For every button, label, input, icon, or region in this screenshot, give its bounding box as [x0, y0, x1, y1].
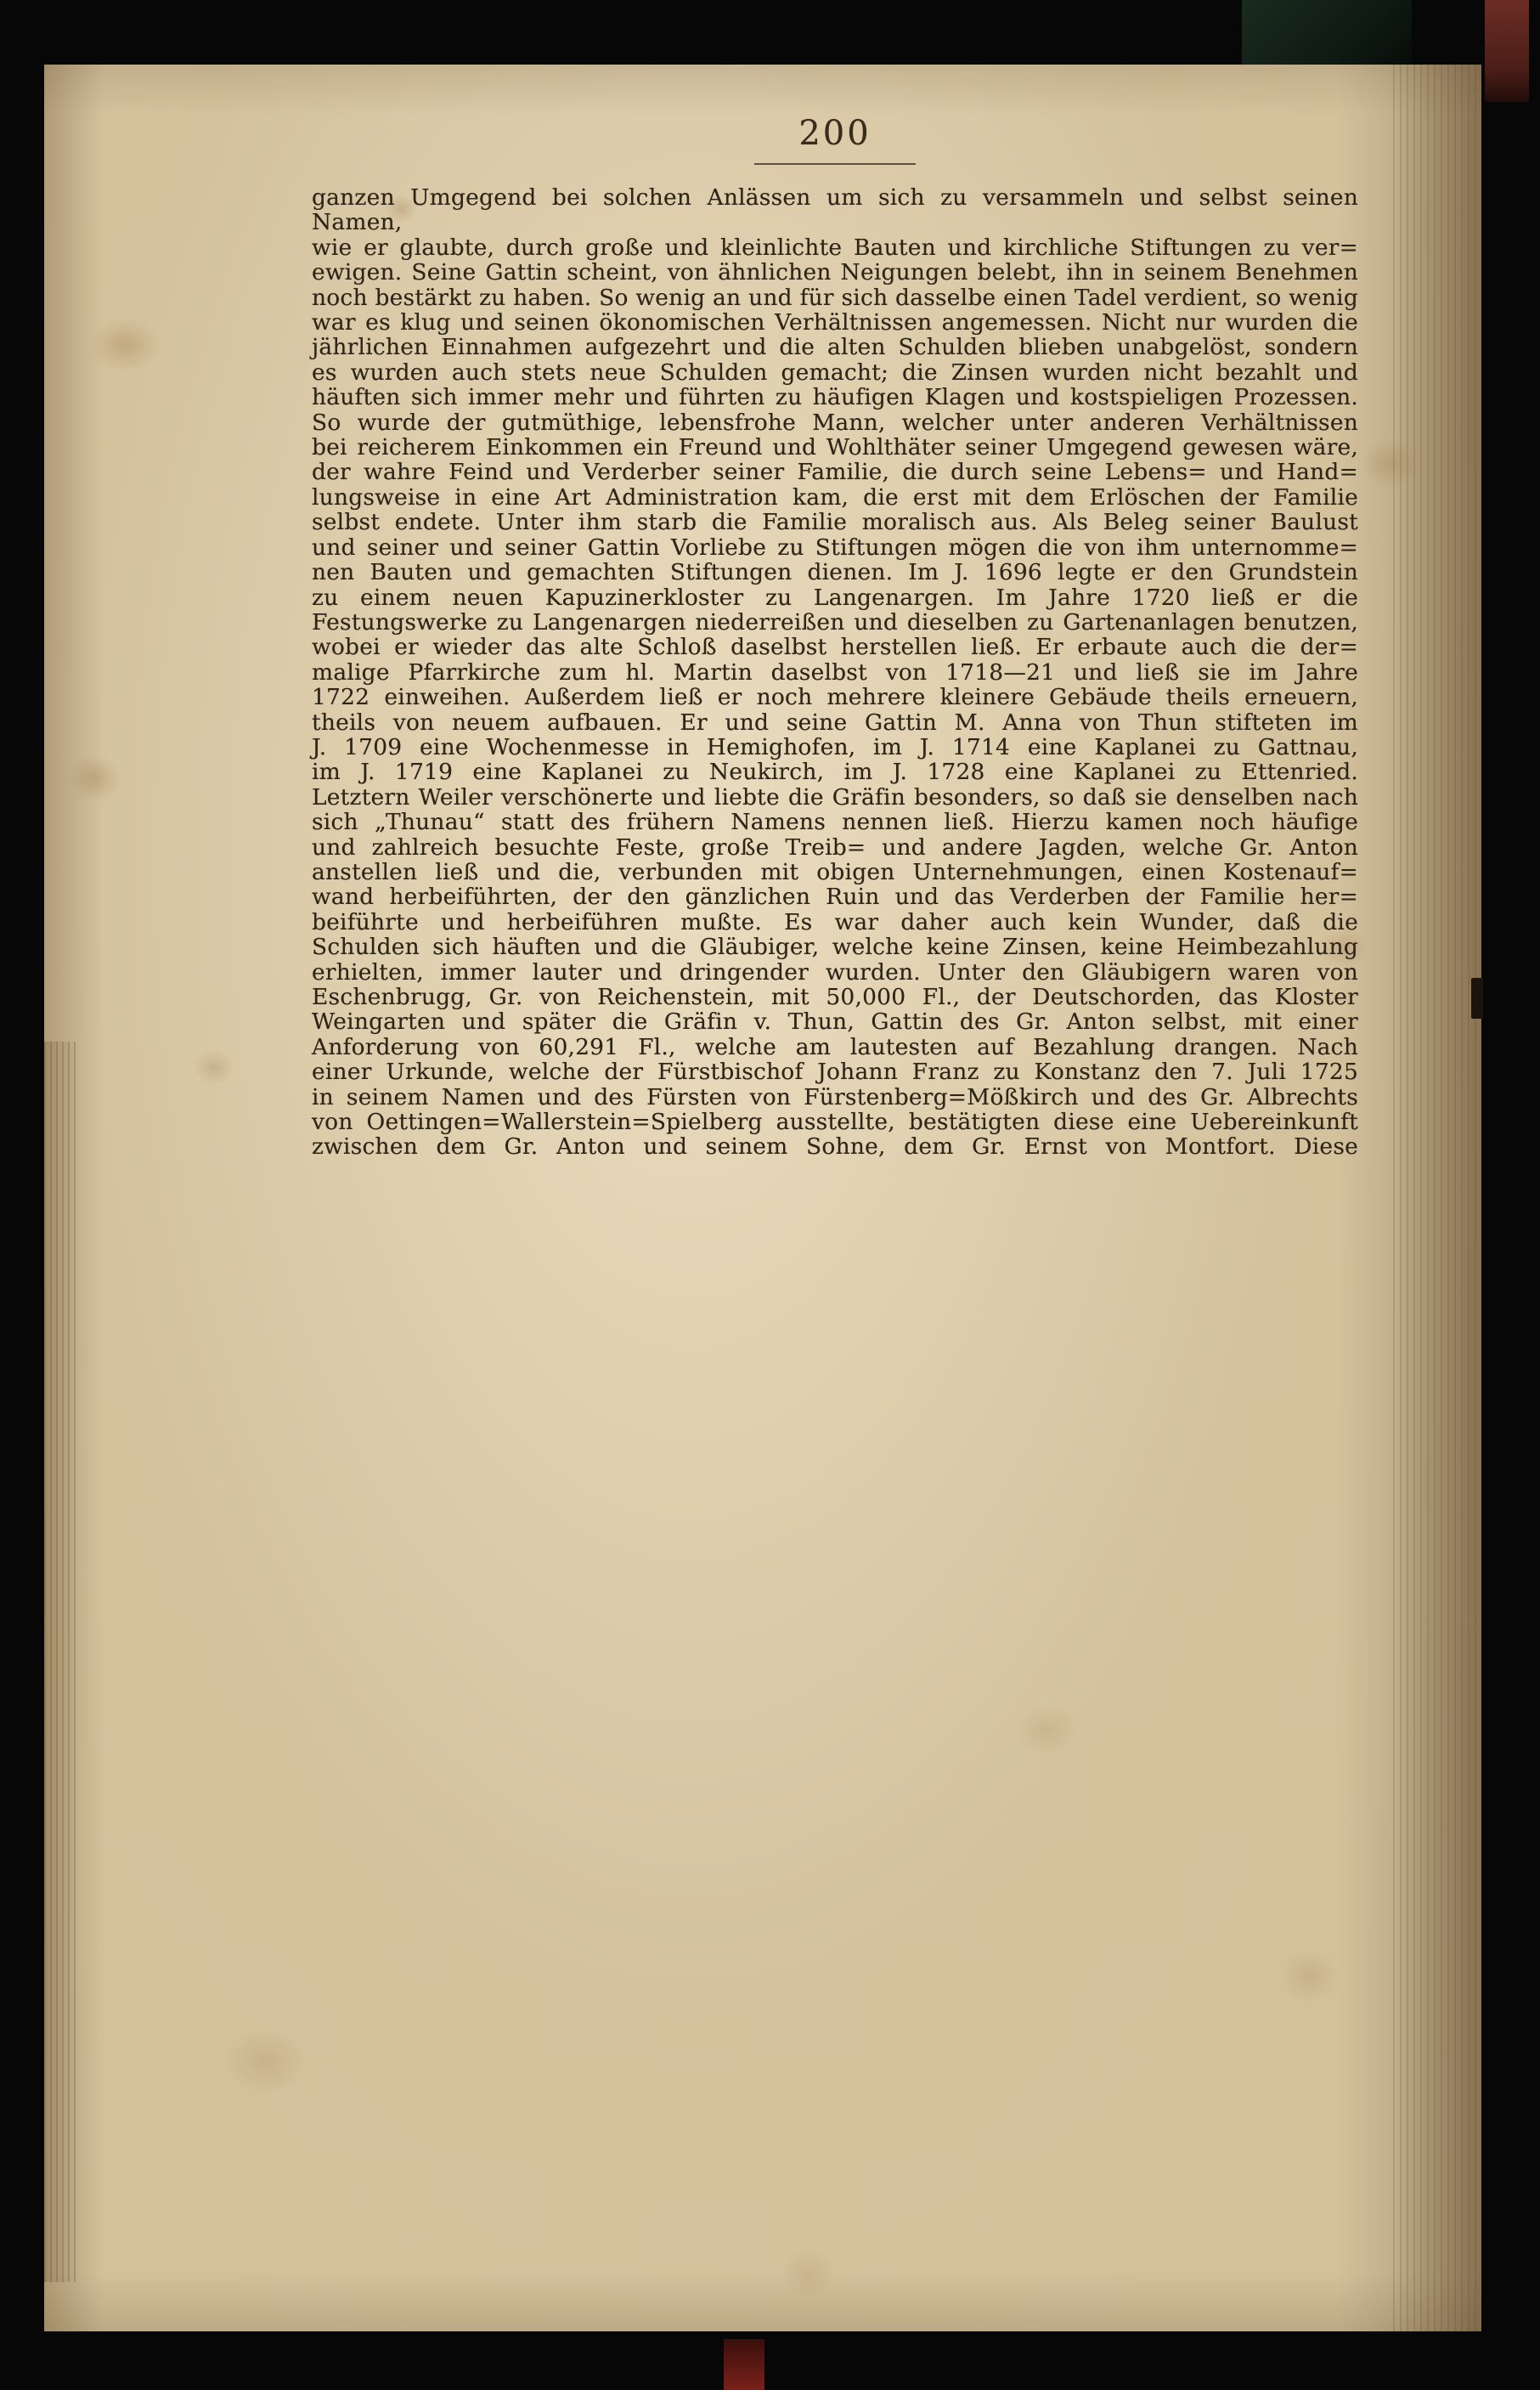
text-line: selbst endete. Unter ihm starb die Familie moralisch aus. Als Beleg seiner Baulust: [312, 509, 1358, 536]
text-line: in seinem Namen und des Fürsten von Fürstenberg=Mößkirch und des Gr. Albrechts: [312, 1083, 1358, 1110]
text-line: Letztern Weiler verschönerte und liebte die Gräfin besonders, so daß sie denselben nach: [312, 783, 1358, 811]
text-line: einer Urkunde, welche der Fürstbischof Johann Franz zu Konstanz den 7. Juli 1725: [312, 1059, 1358, 1086]
text-line: von Oettingen=Wallerstein=Spielberg ausstellte, bestätigten diese eine Uebereinkunft: [312, 1109, 1358, 1136]
page-header: [312, 114, 1358, 165]
text-line: wand herbeiführten, der den gänzlichen Ruin und das Verderben der Familie her=: [312, 884, 1358, 911]
page-stack-edges-right: [1393, 65, 1481, 2331]
text-line: anstellen ließ und die, verbunden mit obigen Unternehmungen, einen Kostenauf=: [312, 858, 1358, 885]
text-line: malige Pfarrkirche zum hl. Martin daselbst von 1718—21 und ließ sie im Jahre: [312, 658, 1358, 686]
text-line: häuften sich immer mehr und führten zu häufigen Klagen und kostspieligen Prozessen.: [312, 384, 1358, 411]
text-line: wie er glaubte, durch große und kleinlichte Bauten und kirchliche Stiftungen zu ver=: [312, 234, 1358, 261]
bottom-edge-mark: [724, 2339, 764, 2390]
text-line: und seiner und seiner Gattin Vorliebe zu Stiftungen mögen die von ihm unternomme=: [312, 534, 1358, 561]
cover-edge-strip: [1485, 0, 1529, 102]
page-number: 200: [754, 114, 915, 165]
text-line: ganzen Umgegend bei solchen Anlässen um sich zu versammeln und selbst seinen Namen,: [312, 184, 1358, 236]
text-line: 1722 einweihen. Außerdem ließ er noch mehrere kleinere Gebäude theils erneuern,: [312, 684, 1358, 711]
text-line: im J. 1719 eine Kaplanei zu Neukirch, im J. 1728 eine Kaplanei zu Ettenried.: [312, 759, 1358, 786]
text-line: erhielten, immer lauter und dringender wurden. Unter den Gläubigern waren von: [312, 958, 1358, 986]
text-line: es wurden auch stets neue Schulden gemacht; die Zinsen wurden nicht bezahlt und: [312, 359, 1358, 386]
text-line: Eschenbrugg, Gr. von Reichenstein, mit 50,000 Fl., der Deutschorden, das Kloster: [312, 984, 1358, 1010]
text-line: theils von neuem aufbauen. Er und seine Gattin M. Anna von Thun stifteten im: [312, 709, 1358, 736]
text-line: wobei er wieder das alte Schloß daselbst herstellen ließ. Er erbaute auch die der=: [312, 634, 1358, 661]
text-line: bei reicherem Einkommen ein Freund und Wohlthäter seiner Umgegend gewesen wäre,: [312, 434, 1358, 461]
text-line: Anforderung von 60,291 Fl., welche am lautesten auf Bezahlung drangen. Nach: [312, 1033, 1358, 1060]
body-text: [312, 185, 1358, 1160]
book-page: [44, 65, 1481, 2331]
text-line: Weingarten und später die Gräfin v. Thun, Gattin des Gr. Anton selbst, mit einer: [312, 1009, 1358, 1036]
text-line: sich „Thunau“ statt des frühern Namens nennen ließ. Hierzu kamen noch häufige: [312, 809, 1358, 836]
text-line: nen Bauten und gemachten Stiftungen dienen. Im J. 1696 legte er den Grundstein: [312, 559, 1358, 586]
page-stack-edges-left: [44, 1042, 80, 2282]
text-line: noch bestärkt zu haben. So wenig an und für sich dasselbe einen Tadel verdient, so wenig: [312, 284, 1358, 311]
text-line: jährlichen Einnahmen aufgezehrt und die alten Schulden blieben unabgelöst, sondern: [312, 334, 1358, 361]
edge-mark: [1471, 978, 1483, 1019]
text-line: beiführte und herbeiführen mußte. Es war daher auch kein Wunder, daß die: [312, 908, 1358, 935]
text-line: der wahre Feind und Verderber seiner Familie, die durch seine Lebens= und Hand=: [312, 459, 1358, 486]
text-line: Festungswerke zu Langenargen niederreißen und dieselben zu Gartenanlagen benutzen,: [312, 608, 1358, 636]
text-line: zwischen dem Gr. Anton und seinem Sohne, dem Gr. Ernst von Montfort. Diese: [312, 1133, 1358, 1161]
text-line: lungsweise in eine Art Administration kam, die erst mit dem Erlöschen der Familie: [312, 483, 1358, 511]
text-line: So wurde der gutmüthige, lebensfrohe Mann, welcher unter anderen Verhältnissen: [312, 409, 1358, 436]
text-line: und zahlreich besuchte Feste, große Treib= und andere Jagden, welche Gr. Anton: [312, 833, 1358, 861]
text-line: war es klug und seinen ökonomischen Verhältnissen angemessen. Nicht nur wurden die: [312, 309, 1358, 336]
text-line: zu einem neuen Kapuzinerkloster zu Langenargen. Im Jahre 1720 ließ er die: [312, 584, 1358, 611]
text-line: Schulden sich häuften und die Gläubiger, welche keine Zinsen, keine Heimbezahlung: [312, 934, 1358, 961]
text-line: ewigen. Seine Gattin scheint, von ähnlichen Neigungen belebt, ihn in seinem Benehmen: [312, 259, 1358, 286]
text-line: J. 1709 eine Wochenmesse in Hemighofen, im J. 1714 eine Kaplanei zu Gattnau,: [312, 733, 1358, 760]
